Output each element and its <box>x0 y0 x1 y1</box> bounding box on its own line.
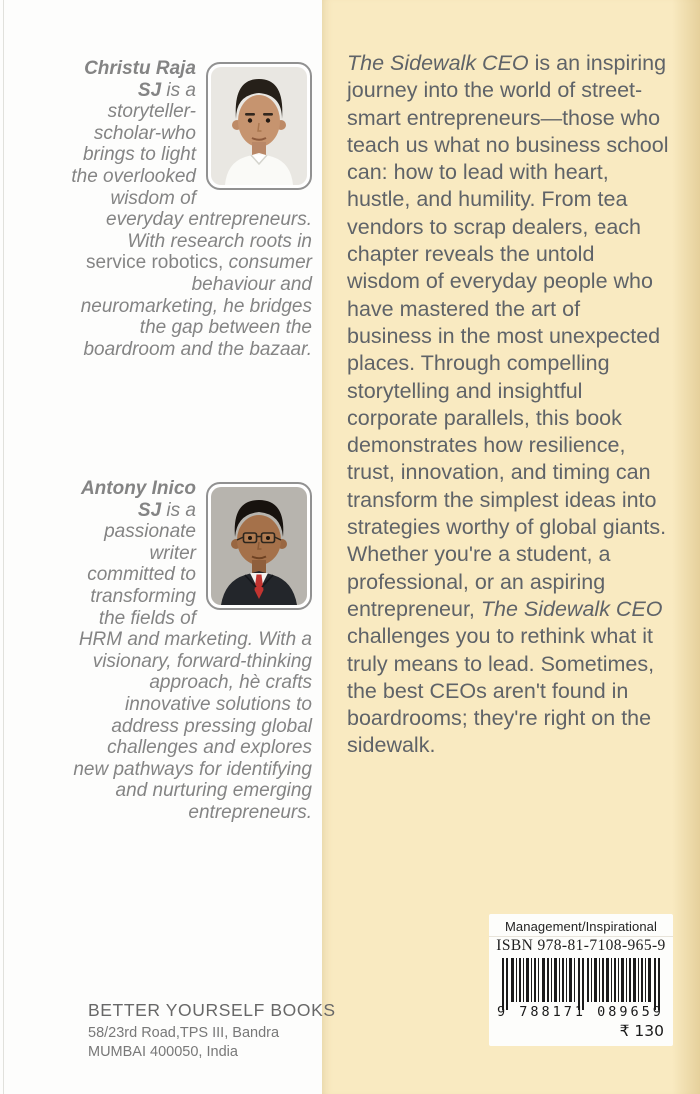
author-bio-christu-raja <box>70 58 312 360</box>
scan-edge-line <box>3 0 4 1094</box>
category-label: Management/Inspirational <box>505 919 657 934</box>
author-bio-text: Christu Raja SJ is a storyteller-scholar-who brings to light the overlooked wisdom of everyday entrepreneurs. With research roots in service robotics, consumer behaviour and neuromarketing, he bridges the gap between the boardroom and the bazaar. <box>71 58 312 360</box>
price-label: ₹ 130 <box>619 1022 664 1040</box>
author-bio-text: Antony Inico SJ is a passionate writer committed to transforming the fields of HRM and marketing. With a visionary, forward-thinking approach, hè crafts innovative solutions to address pressing global challenges and explores new pathways for identifying and nurturing emerging entrepreneurs. <box>73 478 312 823</box>
barcode-panel <box>489 914 673 1046</box>
ean-barcode <box>500 958 662 1010</box>
isbn-label: ISBN 978-81-7108-965-9 <box>489 936 673 955</box>
publisher-address-line-1: 58/23rd Road,TPS III, Bandra <box>88 1025 280 1041</box>
publisher-info <box>88 1000 336 1062</box>
book-blurb: The Sidewalk CEO is an inspiring journey into the world of street-smart entrepreneurs—those who teach us what no business school can: how to lead with heart, hustle, and humility. From tea vendors to scrap dealers, each chapter reveals the untold wisdom of everyday people who have mastered the art of business in the most unexpected places. Through compelling storytelling and insightful corporate parallels, this book demonstrates how resilience, trust, innovation, and timing can transform the simplest ideas into strategies worthy of global giants. Whether you're a student, a professional, or an aspiring entrepreneur, The Sidewalk CEO challenges you to rethink what it truly means to lead. Sometimes, the best CEOs aren't found in boardrooms; they're right on the sidewalk. <box>347 51 669 758</box>
author-bio-antony-inico <box>70 478 312 824</box>
page-edge-shade <box>672 0 700 1094</box>
publisher-address-line-2: MUMBAI 400050, India <box>88 1044 238 1060</box>
publisher-name: BETTER YOURSELF BOOKS <box>88 1000 336 1020</box>
portrait-man-suit-tie-icon <box>211 487 307 605</box>
author-photo-antony-inico <box>206 482 312 610</box>
portrait-man-white-shirt-icon <box>211 67 307 185</box>
author-photo-christu-raja <box>206 62 312 190</box>
barcode-digits: 9 788171 089659 <box>497 1004 664 1020</box>
